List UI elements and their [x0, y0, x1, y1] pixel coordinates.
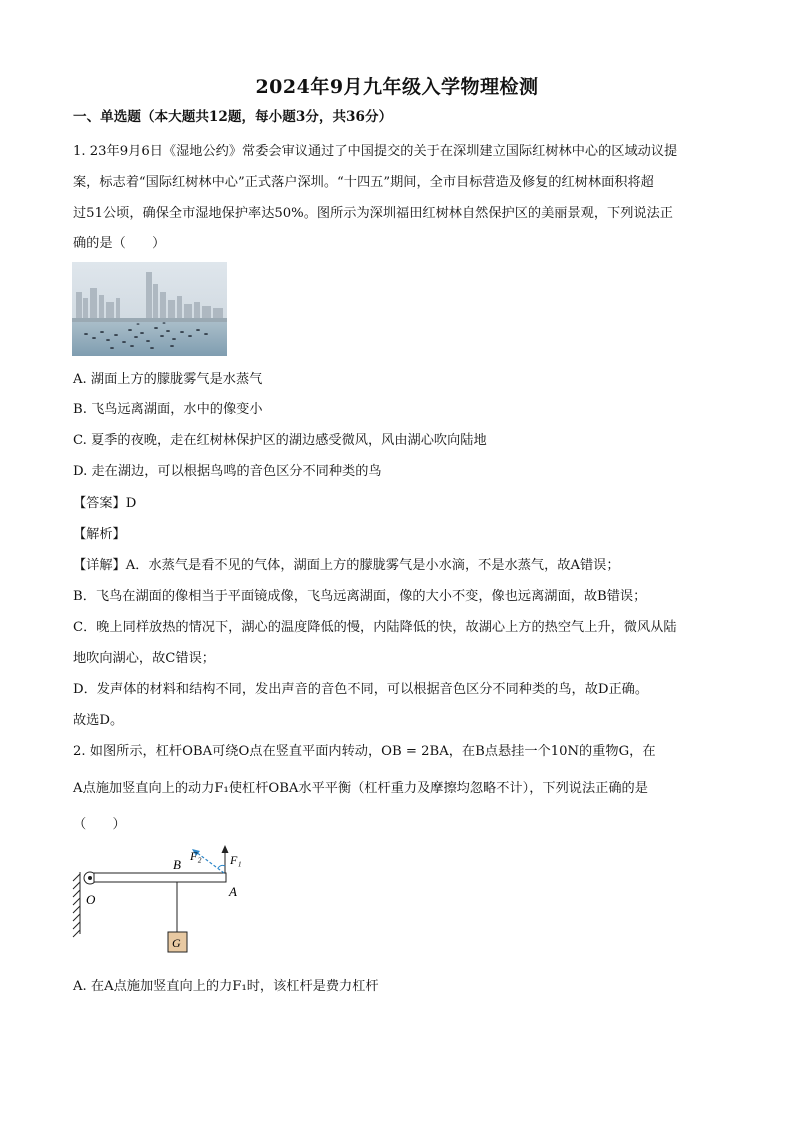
lever-diagram: [70, 842, 260, 962]
q1-option-d: D. 走在湖边，可以根据鸟鸣的音色区分不同种类的鸟: [73, 464, 382, 479]
q2-stem-line: （ ）: [73, 817, 126, 832]
q1-detail-line: C．晚上同样放热的情况下，湖心的温度降低的慢，内陆降低的快，故湖心上方的热空气上升，微风从陆: [73, 620, 677, 635]
q1-option-c: C. 夏季的夜晚，走在红树林保护区的湖边感受微风，风由湖心吹向陆地: [73, 433, 487, 448]
q2-stem-line: 2. 如图所示，杠杆OBA可绕O点在竖直平面内转动，OB = 2BA，在B点悬挂一个10N的重物G，在: [73, 744, 656, 759]
q1-stem-line: 过51公顷，确保全市湿地保护率达50%。图所示为深圳福田红树林自然保护区的美丽景观，下列说法正: [73, 206, 673, 221]
q1-detail-line: D．发声体的材料和结构不同，发出声音的音色不同，可以根据音色区分不同种类的鸟，故D正确。: [73, 682, 649, 697]
b-label: B: [173, 857, 181, 872]
q1-analysis-label: 【解析】: [73, 527, 126, 542]
q2-option-a: A. 在A点施加竖直向上的力F₁时，该杠杆是费力杠杆: [73, 979, 379, 994]
lever-bar: [94, 873, 226, 882]
q2-stem-line: A点施加竖直向上的动力F₁使杠杆OBA水平平衡（杠杆重力及摩擦均忽略不计），下列说法正确的是: [73, 781, 648, 796]
o-label: O: [86, 892, 96, 907]
a-label: A: [229, 884, 237, 899]
q1-detail-line: 【详解】A．水蒸气是看不见的气体，湖面上方的朦胧雾气是小水滴，不是水蒸气，故A错误；: [73, 558, 620, 573]
q1-stem-line: 确的是（ ）: [73, 236, 166, 251]
f2-label: F₂: [190, 849, 202, 863]
q1-detail-line: 故选D。: [73, 713, 124, 728]
f1-label: F₁: [230, 853, 242, 867]
q1-stem-line: 1. 23年9月6日《湿地公约》常委会审议通过了中国提交的关于在深圳建立国际红树林中心的区域动议提: [73, 144, 678, 159]
q1-detail-line: B．飞鸟在湖面的像相当于平面镜成像，飞鸟远离湖面，像的大小不变，像也远离湖面，故B错误；: [73, 589, 647, 604]
q1-option-b: B. 飞鸟远离湖面，水中的像变小: [73, 402, 263, 417]
q1-option-a: A. 湖面上方的朦胧雾气是水蒸气: [73, 372, 263, 387]
wall: [73, 872, 80, 937]
mangrove-photo: [72, 262, 227, 356]
q1-stem-line: 案，标志着“国际红树林中心”正式落户深圳。“十四五”期间，全市目标营造及修复的红树林面积将超: [73, 175, 654, 190]
q1-detail-line: 地吹向湖心，故C错误；: [73, 651, 215, 666]
g-label: G: [172, 936, 181, 950]
section-heading: 一、单选题（本大题共12题，每小题3分，共36分）: [73, 109, 393, 125]
q1-answer: 【答案】D: [73, 496, 137, 511]
page-title: 2024年9月九年级入学物理检测: [255, 76, 539, 98]
